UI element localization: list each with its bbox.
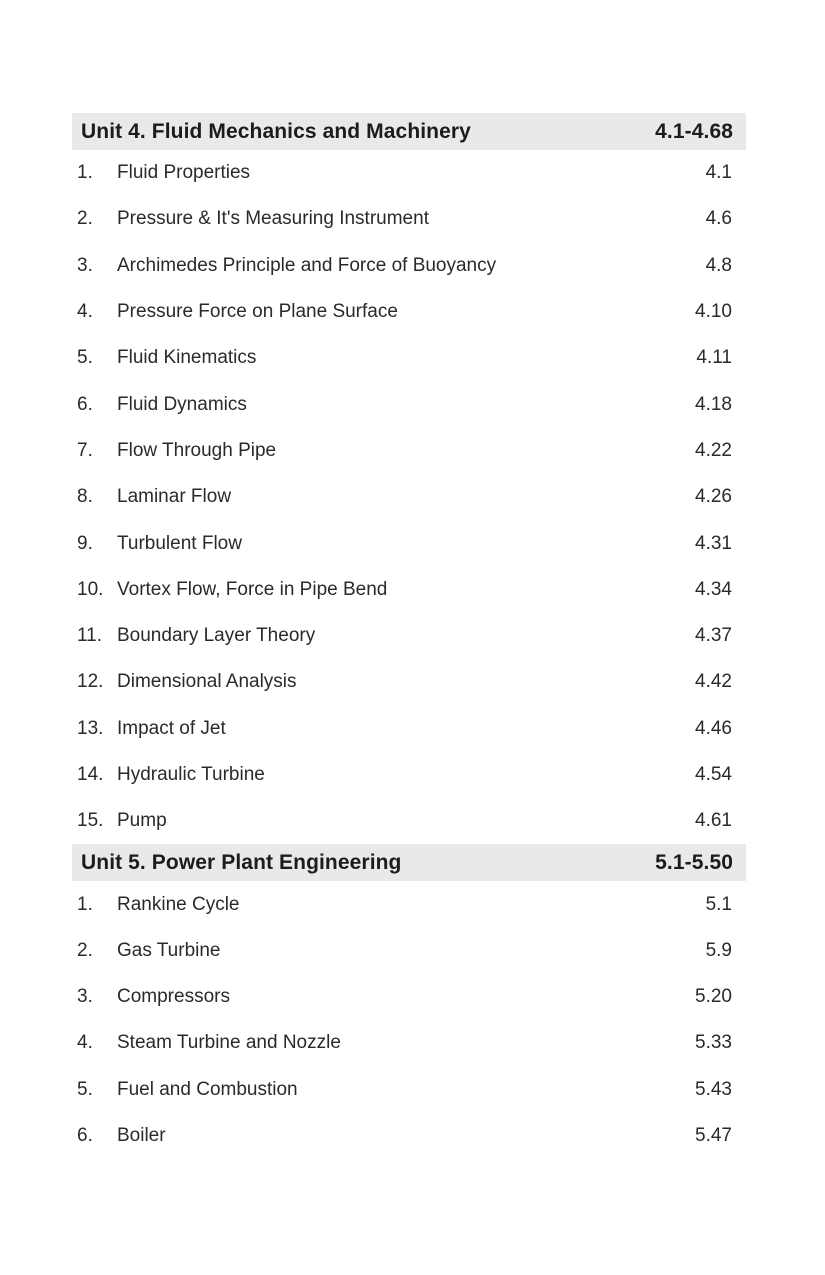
entry-title: Impact of Jet: [117, 717, 226, 739]
entry-title: Compressors: [117, 986, 230, 1008]
unit-page-range: 5.1-5.50: [655, 850, 733, 874]
entry-number: 10.: [77, 578, 104, 600]
entry-title: Dimensional Analysis: [117, 671, 297, 693]
entry-page-number: 4.8: [705, 254, 732, 276]
toc-entry-row: [72, 881, 746, 927]
entry-number: 2.: [77, 939, 93, 961]
entry-title: Fluid Kinematics: [117, 347, 257, 369]
entry-number: 2.: [77, 208, 93, 230]
entry-number: 3.: [77, 986, 93, 1008]
entry-title: Steam Turbine and Nozzle: [117, 1032, 341, 1054]
toc-entry-row: [72, 567, 746, 613]
entry-number: 8.: [77, 486, 93, 508]
toc-entry-row: [72, 1067, 746, 1113]
table-of-contents: [72, 113, 746, 1159]
toc-entry-row: [72, 706, 746, 752]
unit-header: [72, 113, 746, 150]
entry-number: 6.: [77, 1125, 93, 1147]
entry-number: 4.: [77, 1032, 93, 1054]
entry-page-number: 4.54: [695, 764, 732, 785]
entry-page-number: 4.34: [695, 578, 732, 600]
entry-title: Vortex Flow, Force in Pipe Bend: [117, 578, 388, 600]
toc-entry-row: [72, 1020, 746, 1066]
entry-title: Flow Through Pipe: [117, 439, 277, 461]
entry-number: 5.: [77, 1078, 93, 1100]
toc-entry-row: [72, 335, 746, 381]
entry-title: Fluid Dynamics: [117, 393, 247, 415]
entry-number: 7.: [77, 439, 93, 461]
entry-page-number: 5.33: [695, 1032, 732, 1054]
toc-entry-row: [72, 196, 746, 242]
entry-title: Archimedes Principle and Force of Buoyancy: [117, 254, 497, 276]
entry-title: Gas Turbine: [117, 939, 221, 961]
entry-page-number: 4.61: [695, 810, 732, 832]
unit-header: [72, 844, 746, 881]
entry-page-number: 5.1: [705, 893, 732, 915]
unit-title: Unit 5. Power Plant Engineering: [81, 850, 402, 874]
entry-page-number: 4.11: [696, 347, 732, 369]
toc-entry-row: [72, 243, 746, 289]
entry-title: Rankine Cycle: [117, 893, 240, 915]
toc-entry-row: [72, 659, 746, 705]
toc-entry-row: [72, 752, 746, 798]
entry-number: 12.: [77, 671, 104, 693]
unit-title: Unit 4. Fluid Mechanics and Machinery: [81, 119, 471, 143]
entry-number: 11.: [77, 625, 103, 647]
entry-title: Pressure & It's Measuring Instrument: [117, 208, 429, 230]
unit-page-range: 4.1-4.68: [655, 119, 733, 143]
entry-page-number: 4.10: [695, 301, 732, 323]
entry-number: 14.: [77, 764, 104, 785]
entry-title: Turbulent Flow: [117, 532, 242, 554]
entry-number: 1.: [77, 893, 93, 915]
entry-page-number: 4.22: [695, 439, 732, 461]
entry-title: Fuel and Combustion: [117, 1078, 298, 1100]
entry-page-number: 4.37: [695, 625, 732, 647]
toc-entry-row: [72, 289, 746, 335]
entry-title: Pressure Force on Plane Surface: [117, 301, 398, 323]
toc-entry-row: [72, 928, 746, 974]
entry-title: Hydraulic Turbine: [117, 764, 265, 785]
toc-entry-row: [72, 613, 746, 659]
entry-page-number: 4.26: [695, 486, 732, 508]
entry-page-number: 4.1: [705, 162, 732, 184]
toc-entry-row: [72, 974, 746, 1020]
entry-number: 6.: [77, 393, 93, 415]
entry-page-number: 4.46: [695, 717, 732, 739]
entry-page-number: 5.43: [695, 1078, 732, 1100]
entry-number: 5.: [77, 347, 93, 369]
entry-page-number: 5.9: [705, 939, 732, 961]
entry-page-number: 5.47: [695, 1125, 732, 1147]
entry-title: Boundary Layer Theory: [117, 625, 316, 647]
entry-page-number: 4.31: [695, 532, 732, 554]
entry-title: Laminar Flow: [117, 486, 232, 508]
entry-page-number: 4.42: [695, 671, 732, 693]
toc-entry-row: [72, 428, 746, 474]
toc-entry-row: [72, 520, 746, 566]
entry-page-number: 5.20: [695, 986, 732, 1008]
entry-title: Pump: [117, 810, 167, 832]
toc-entry-row: [72, 474, 746, 520]
entry-number: 15.: [77, 810, 104, 832]
entry-number: 4.: [77, 301, 93, 323]
entry-title: Boiler: [117, 1125, 166, 1147]
toc-entry-row: [72, 798, 746, 844]
toc-entry-row: [72, 150, 746, 196]
toc-entry-row: [72, 1113, 746, 1159]
entry-number: 1.: [77, 162, 93, 184]
toc-entry-row: [72, 381, 746, 427]
entry-number: 13.: [77, 717, 104, 739]
entry-title: Fluid Properties: [117, 162, 251, 184]
entry-number: 3.: [77, 254, 93, 276]
entry-page-number: 4.6: [705, 208, 732, 230]
entry-page-number: 4.18: [695, 393, 732, 415]
entry-number: 9.: [77, 532, 93, 554]
